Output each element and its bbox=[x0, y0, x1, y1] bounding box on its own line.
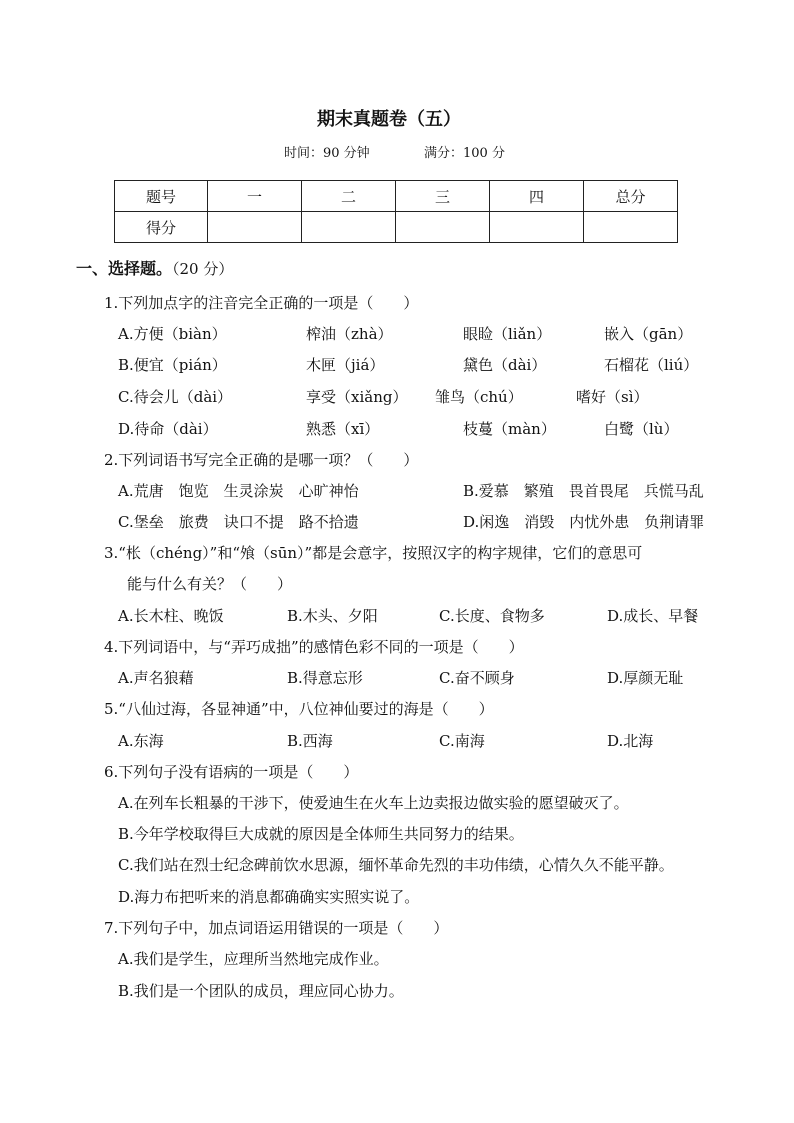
q2-option-b: B.爱慕 繁殖 畏首畏尾 兵慌马乱 bbox=[463, 482, 704, 500]
q1-option-d-word2: 熟悉（xī） bbox=[306, 420, 380, 438]
question-1-stem: 1.下列加点字的注音完全正确的一项是（ ） bbox=[104, 294, 419, 312]
q4-option-b: B.得意忘形 bbox=[287, 669, 363, 687]
q5-option-c: C.南海 bbox=[439, 732, 485, 750]
page-title: 期末真题卷（五） bbox=[317, 109, 461, 130]
section-title: 一、选择题。 bbox=[76, 259, 173, 278]
section-heading bbox=[76, 256, 233, 279]
score-row-label: 得分 bbox=[115, 212, 208, 243]
score-cell[interactable] bbox=[208, 212, 302, 243]
q1-option-a-word3: 眼睑（liǎn） bbox=[463, 325, 552, 343]
q1-option-d-word4: 白鹭（lù） bbox=[604, 420, 679, 438]
q3-option-b: B.木头、夕阳 bbox=[287, 607, 378, 625]
q5-option-d: D.北海 bbox=[607, 732, 654, 750]
score-table-header-cell: 一 bbox=[208, 181, 302, 212]
score-table-header-cell: 二 bbox=[302, 181, 396, 212]
q1-option-c-word3: 雏鸟（chú） bbox=[435, 388, 523, 406]
q1-option-a-word4: 嵌入（gān） bbox=[604, 325, 693, 343]
score-cell[interactable] bbox=[584, 212, 678, 243]
score-table-header-cell: 四 bbox=[490, 181, 584, 212]
q3-option-c: C.长度、食物多 bbox=[439, 607, 545, 625]
question-6-stem: 6.下列句子没有语病的一项是（ ） bbox=[104, 763, 359, 781]
q6-option-d: D.海力布把听来的消息都确确实实照实说了。 bbox=[118, 888, 420, 906]
q1-option-c-word4: 嗜好（sì） bbox=[576, 388, 649, 406]
score-table bbox=[114, 180, 678, 243]
q6-option-b: B.今年学校取得巨大成就的原因是全体师生共同努力的结果。 bbox=[118, 825, 524, 843]
q2-option-d: D.闲逸 消毁 内忧外患 负荆请罪 bbox=[463, 513, 705, 531]
question-7-stem: 7.下列句子中，加点词语运用错误的一项是（ ） bbox=[104, 919, 449, 937]
full-score: 满分：100 分 bbox=[424, 146, 505, 161]
q1-option-d-word1: D.待命（dài） bbox=[118, 420, 218, 438]
score-cell[interactable] bbox=[302, 212, 396, 243]
q3-option-d: D.成长、早餐 bbox=[607, 607, 699, 625]
q7-option-a: A.我们是学生，应理所当然地完成作业。 bbox=[118, 950, 389, 968]
question-2-stem: 2.下列词语书写完全正确的是哪一项？（ ） bbox=[104, 451, 419, 469]
score-table-header-cell: 题号 bbox=[115, 181, 208, 212]
q1-option-c-word2: 享受（xiǎng） bbox=[306, 388, 408, 406]
q5-option-b: B.西海 bbox=[287, 732, 333, 750]
question-4-stem: 4.下列词语中，与“弄巧成拙”的感情色彩不同的一项是（ ） bbox=[104, 638, 524, 656]
q2-option-c: C.堡垒 旅费 诀口不提 路不拾遗 bbox=[118, 513, 359, 531]
q1-option-a-word2: 榨油（zhà） bbox=[306, 325, 393, 343]
q1-option-b-word2: 木匣（jiá） bbox=[306, 356, 385, 374]
score-cell[interactable] bbox=[490, 212, 584, 243]
q3-option-a: A.长木柱、晚饭 bbox=[118, 607, 224, 625]
q1-option-b-word4: 石榴花（liú） bbox=[604, 356, 699, 374]
question-3-stem-line2: 能与什么有关？（ ） bbox=[127, 575, 293, 593]
section-score: （20 分） bbox=[172, 260, 234, 278]
score-table-header-cell: 三 bbox=[396, 181, 490, 212]
q4-option-a: A.声名狼藉 bbox=[118, 669, 194, 687]
question-3-stem-line1: 3.“枨（chéng）”和“飧（sūn）”都是会意字，按照汉字的构字规律，它们的意思可 bbox=[104, 544, 643, 562]
q2-option-a: A.荒唐 饱览 生灵涂炭 心旷神怡 bbox=[118, 482, 359, 500]
q1-option-a-word1: A.方便（biàn） bbox=[118, 325, 227, 343]
q6-option-c: C.我们站在烈士纪念碑前饮水思源，缅怀革命先烈的丰功伟绩，心情久久不能平静。 bbox=[118, 856, 674, 874]
q1-option-d-word3: 枝蔓（màn） bbox=[463, 420, 556, 438]
q1-option-b-word3: 黛色（dài） bbox=[463, 356, 547, 374]
q4-option-d: D.厚颜无耻 bbox=[607, 669, 684, 687]
q1-option-c-word1: C.待会儿（dài） bbox=[118, 388, 233, 406]
q7-option-b: B.我们是一个团队的成员，理应同心协力。 bbox=[118, 982, 404, 1000]
q5-option-a: A.东海 bbox=[118, 732, 164, 750]
score-table-header-cell: 总分 bbox=[584, 181, 678, 212]
score-table-header-row bbox=[115, 181, 678, 212]
q4-option-c: C.奋不顾身 bbox=[439, 669, 515, 687]
q1-option-b-word1: B.便宜（pián） bbox=[118, 356, 227, 374]
time-limit: 时间：90 分钟 bbox=[284, 146, 370, 161]
question-5-stem: 5.“八仙过海，各显神通”中，八位神仙要过的海是（ ） bbox=[104, 700, 494, 718]
score-table-score-row bbox=[115, 212, 678, 243]
q6-option-a: A.在列车长粗暴的干涉下，使爱迪生在火车上边卖报边做实验的愿望破灭了。 bbox=[118, 794, 629, 812]
score-cell[interactable] bbox=[396, 212, 490, 243]
